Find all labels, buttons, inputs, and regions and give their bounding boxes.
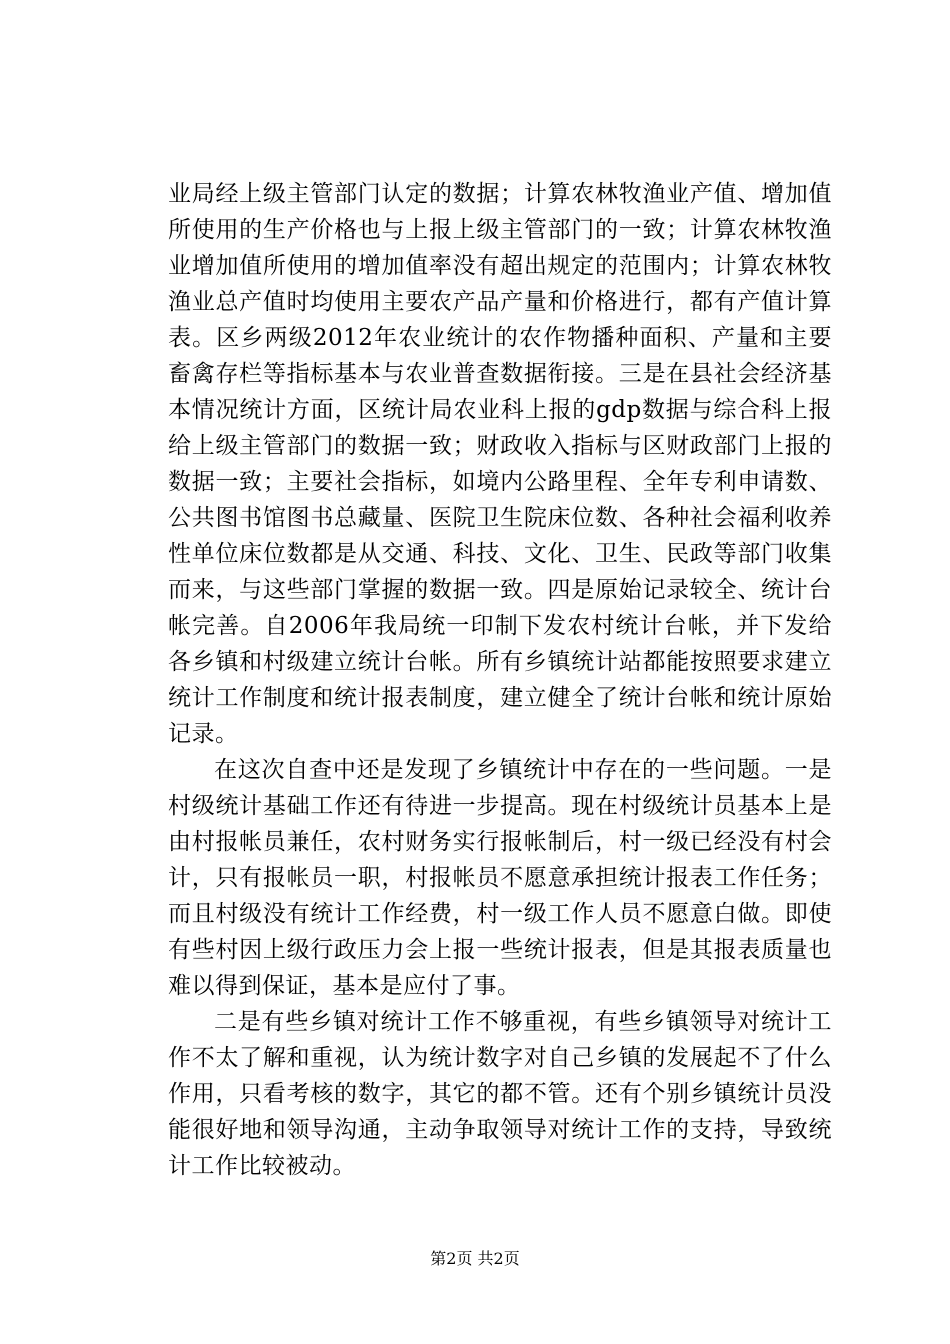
paragraph-issues-village: 在这次自查中还是发现了乡镇统计中存在的一些问题。一是村级统计基础工作还有待进一步提高。现在村级统计员基本上是由村报帐员兼任，农村财务实行报帐制后，村一级已经没有村会计，只有报帐员一职，村报帐员不愿意承担统计报表工作任务；而且村级没有统计工作经费，村一级工作人员不愿意白做。即使有些村因上级行政压力会上报一些统计报表，但是其报表质量也难以得到保证，基本是应付了事。 [168,757,832,999]
page-footer: 第2页 共2页 [430,1249,520,1268]
document-body [168,176,832,1184]
paragraph-continuation: 业局经上级主管部门认定的数据；计算农林牧渔业产值、增加值所使用的生产价格也与上报上级主管部门的一致；计算农林牧渔业增加值所使用的增加值率没有超出规定的范围内；计算农林牧渔业总产值时均使用主要农产品产量和价格进行，都有产值计算表。区乡两级2012年农业统计的农作物播种面积、产量和主要畜禽存栏等指标基本与农业普查数据衔接。三是在县社会经济基本情况统计方面，区统计局农业科上报的gdp数据与综合科上报给上级主管部门的数据一致；财政收入指标与区财政部门上报的数据一致；主要社会指标，如境内公路里程、全年专利申请数、公共图书馆图书总藏量、医院卫生院床位数、各种社会福利收养性单位床位数都是从交通、科技、文化、卫生、民政等部门收集而来，与这些部门掌握的数据一致。四是原始记录较全、统计台帐完善。自2006年我局统一印制下发农村统计台帐，并下发给各乡镇和村级建立统计台帐。所有乡镇统计站都能按照要求建立统计工作制度和统计报表制度，建立健全了统计台帐和统计原始记录。 [168,181,832,747]
paragraph-issues-township: 二是有些乡镇对统计工作不够重视，有些乡镇领导对统计工作不太了解和重视，认为统计数字对自己乡镇的发展起不了什么作用，只看考核的数字，其它的都不管。还有个别乡镇统计员没能很好地和领导沟通，主动争取领导对统计工作的支持，导致统计工作比较被动。 [168,1009,832,1179]
